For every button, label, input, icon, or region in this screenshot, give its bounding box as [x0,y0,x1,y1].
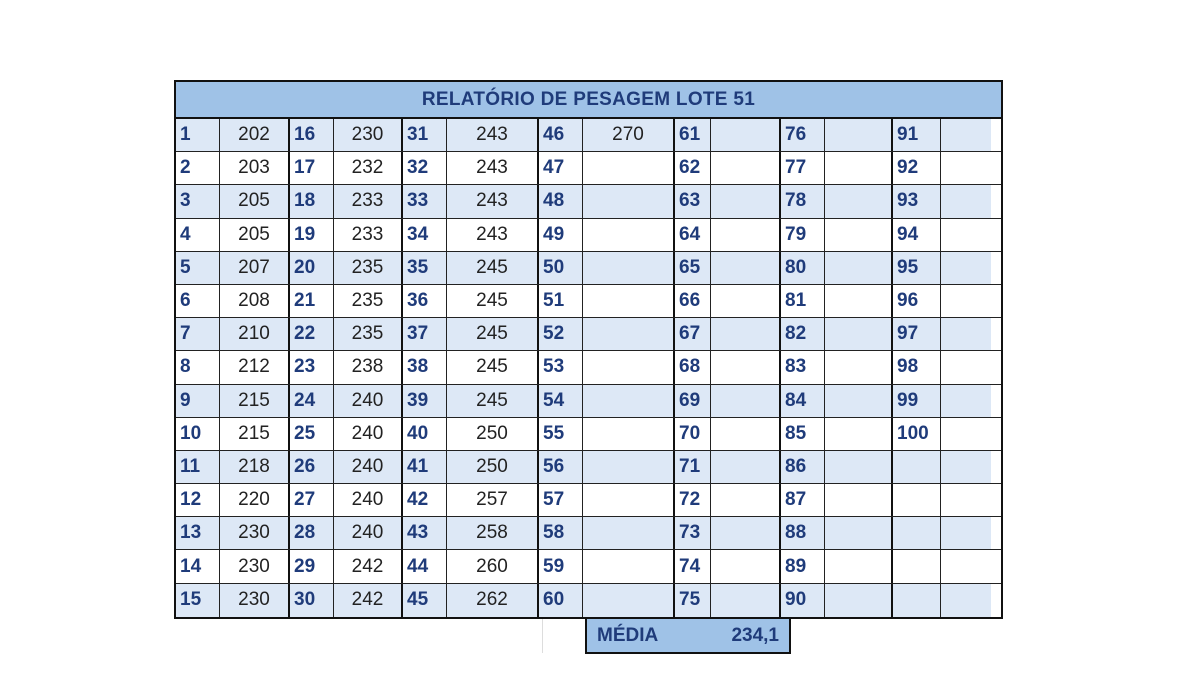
weight-value-cell[interactable]: 245 [447,285,539,317]
animal-number-cell[interactable]: 52 [539,318,583,350]
animal-number-cell[interactable]: 49 [539,219,583,251]
weight-value-cell[interactable] [711,185,781,217]
weight-value-cell[interactable]: 240 [334,517,403,549]
animal-number-cell[interactable]: 96 [893,285,941,317]
weight-value-cell[interactable] [583,584,675,617]
animal-number-cell[interactable]: 62 [675,152,711,184]
animal-number-cell[interactable]: 76 [781,119,825,151]
animal-number-cell[interactable]: 39 [403,385,447,417]
weight-value-cell[interactable] [711,351,781,383]
weight-value-cell[interactable]: 210 [220,318,290,350]
weight-value-cell[interactable] [825,219,893,251]
weight-value-cell[interactable]: 233 [334,185,403,217]
animal-number-cell[interactable]: 71 [675,451,711,483]
table-row [176,252,1001,285]
animal-number-cell[interactable]: 92 [893,152,941,184]
weight-value-cell[interactable]: 250 [447,418,539,450]
weight-value-cell[interactable]: 215 [220,418,290,450]
animal-number-cell[interactable]: 38 [403,351,447,383]
animal-number-cell[interactable]: 74 [675,550,711,582]
animal-number-cell[interactable]: 28 [290,517,334,549]
animal-number-cell[interactable]: 23 [290,351,334,383]
weight-value-cell[interactable] [583,517,675,549]
weight-value-cell[interactable] [941,252,991,284]
animal-number-cell[interactable]: 78 [781,185,825,217]
weight-value-cell[interactable] [583,451,675,483]
animal-number-cell[interactable]: 34 [403,219,447,251]
weight-value-cell[interactable]: 230 [220,550,290,582]
weight-value-cell[interactable] [941,385,991,417]
weight-value-cell[interactable] [941,285,991,317]
animal-number-cell[interactable]: 81 [781,285,825,317]
weight-value-cell[interactable]: 243 [447,152,539,184]
weight-value-cell[interactable]: 257 [447,484,539,516]
animal-number-cell[interactable]: 82 [781,318,825,350]
animal-number-cell[interactable]: 84 [781,385,825,417]
weight-value-cell[interactable]: 203 [220,152,290,184]
animal-number-cell[interactable]: 21 [290,285,334,317]
weight-value-cell[interactable] [583,385,675,417]
animal-number-cell[interactable]: 10 [176,418,220,450]
weight-value-cell[interactable]: 230 [220,584,290,617]
animal-number-cell[interactable]: 40 [403,418,447,450]
weight-value-cell[interactable] [825,385,893,417]
weight-value-cell[interactable]: 232 [334,152,403,184]
weight-value-cell[interactable] [941,550,991,582]
weight-value-cell[interactable] [711,484,781,516]
weight-value-cell[interactable] [941,119,991,151]
animal-number-cell[interactable]: 2 [176,152,220,184]
weight-value-cell[interactable] [583,418,675,450]
animal-number-cell[interactable]: 6 [176,285,220,317]
animal-number-cell[interactable] [893,517,941,549]
animal-number-cell[interactable]: 98 [893,351,941,383]
weight-value-cell[interactable] [711,219,781,251]
animal-number-cell[interactable]: 53 [539,351,583,383]
animal-number-cell[interactable]: 60 [539,584,583,617]
weight-value-cell[interactable]: 243 [447,119,539,151]
animal-number-cell[interactable]: 91 [893,119,941,151]
animal-number-cell[interactable]: 85 [781,418,825,450]
table-row [176,285,1001,318]
weight-value-cell[interactable]: 243 [447,185,539,217]
weight-value-cell[interactable] [825,152,893,184]
animal-number-cell[interactable]: 75 [675,584,711,617]
animal-number-cell[interactable]: 56 [539,451,583,483]
table-row [176,318,1001,351]
weight-value-cell[interactable] [941,451,991,483]
animal-number-cell[interactable]: 50 [539,252,583,284]
animal-number-cell[interactable]: 36 [403,285,447,317]
animal-number-cell[interactable]: 29 [290,550,334,582]
weight-value-cell[interactable] [941,418,991,450]
animal-number-cell[interactable]: 41 [403,451,447,483]
animal-number-cell[interactable]: 61 [675,119,711,151]
animal-number-cell[interactable]: 11 [176,451,220,483]
weight-value-cell[interactable] [583,285,675,317]
weight-value-cell[interactable]: 207 [220,252,290,284]
weight-value-cell[interactable] [711,451,781,483]
animal-number-cell[interactable]: 48 [539,185,583,217]
animal-number-cell[interactable] [893,584,941,617]
animal-number-cell[interactable]: 30 [290,584,334,617]
weight-value-cell[interactable]: 242 [334,550,403,582]
animal-number-cell[interactable]: 9 [176,385,220,417]
weight-value-cell[interactable]: 212 [220,351,290,383]
animal-number-cell[interactable]: 64 [675,219,711,251]
animal-number-cell[interactable]: 35 [403,252,447,284]
animal-number-cell[interactable]: 15 [176,584,220,617]
column-divider [542,619,543,653]
animal-number-cell[interactable]: 1 [176,119,220,151]
weight-value-cell[interactable] [825,484,893,516]
weight-value-cell[interactable]: 205 [220,185,290,217]
report-title: RELATÓRIO DE PESAGEM LOTE 51 [176,82,1001,119]
weight-value-cell[interactable]: 243 [447,219,539,251]
weight-value-cell[interactable] [825,119,893,151]
weight-value-cell[interactable] [825,318,893,350]
animal-number-cell[interactable]: 44 [403,550,447,582]
animal-number-cell[interactable]: 77 [781,152,825,184]
weight-value-cell[interactable] [825,285,893,317]
weight-value-cell[interactable] [825,550,893,582]
weight-value-cell[interactable]: 240 [334,451,403,483]
weight-value-cell[interactable]: 205 [220,219,290,251]
weight-value-cell[interactable] [711,119,781,151]
weight-value-cell[interactable] [583,484,675,516]
animal-number-cell[interactable]: 12 [176,484,220,516]
animal-number-cell[interactable]: 69 [675,385,711,417]
animal-number-cell[interactable]: 25 [290,418,334,450]
weight-value-cell[interactable]: 208 [220,285,290,317]
weight-value-cell[interactable] [583,550,675,582]
animal-number-cell[interactable]: 32 [403,152,447,184]
weight-value-cell[interactable] [583,252,675,284]
weight-value-cell[interactable]: 242 [334,584,403,617]
animal-number-cell[interactable]: 13 [176,517,220,549]
weight-value-cell[interactable]: 215 [220,385,290,417]
animal-number-cell[interactable]: 51 [539,285,583,317]
weight-value-cell[interactable] [825,584,893,617]
weight-value-cell[interactable] [711,584,781,617]
animal-number-cell[interactable]: 73 [675,517,711,549]
weight-value-cell[interactable] [825,451,893,483]
weights-grid [176,119,1001,617]
weight-value-cell[interactable] [825,351,893,383]
weight-value-cell[interactable]: 258 [447,517,539,549]
animal-number-cell[interactable]: 14 [176,550,220,582]
animal-number-cell[interactable] [893,484,941,516]
average-label: MÉDIA [597,624,659,646]
animal-number-cell[interactable]: 58 [539,517,583,549]
animal-number-cell[interactable]: 3 [176,185,220,217]
weight-value-cell[interactable]: 240 [334,484,403,516]
animal-number-cell[interactable]: 93 [893,185,941,217]
weight-value-cell[interactable] [711,318,781,350]
weight-value-cell[interactable]: 270 [583,119,675,151]
animal-number-cell[interactable]: 31 [403,119,447,151]
table-row [176,185,1001,218]
weight-value-cell[interactable] [583,152,675,184]
animal-number-cell[interactable]: 83 [781,351,825,383]
weighing-report-sheet [174,80,1003,619]
weight-value-cell[interactable] [941,584,991,617]
table-row [176,418,1001,451]
animal-number-cell[interactable]: 45 [403,584,447,617]
animal-number-cell[interactable]: 70 [675,418,711,450]
weight-value-cell[interactable]: 218 [220,451,290,483]
average-value: 234,1 [731,624,779,646]
animal-number-cell[interactable]: 67 [675,318,711,350]
animal-number-cell[interactable]: 47 [539,152,583,184]
weight-value-cell[interactable]: 230 [334,119,403,151]
weight-value-cell[interactable] [825,185,893,217]
animal-number-cell[interactable]: 95 [893,252,941,284]
weight-value-cell[interactable] [825,418,893,450]
weight-value-cell[interactable] [711,285,781,317]
table-row [176,351,1001,384]
animal-number-cell[interactable] [893,451,941,483]
table-row [176,119,1001,152]
animal-number-cell[interactable]: 22 [290,318,334,350]
animal-number-cell[interactable]: 18 [290,185,334,217]
table-row [176,385,1001,418]
weight-value-cell[interactable] [583,318,675,350]
weight-value-cell[interactable] [941,351,991,383]
animal-number-cell[interactable]: 59 [539,550,583,582]
table-row [176,550,1001,583]
animal-number-cell[interactable]: 42 [403,484,447,516]
animal-number-cell[interactable]: 27 [290,484,334,516]
weight-value-cell[interactable] [825,252,893,284]
weight-value-cell[interactable]: 240 [334,418,403,450]
animal-number-cell[interactable]: 86 [781,451,825,483]
weight-value-cell[interactable] [583,185,675,217]
weight-value-cell[interactable]: 245 [447,351,539,383]
animal-number-cell[interactable]: 66 [675,285,711,317]
weight-value-cell[interactable]: 230 [220,517,290,549]
weight-value-cell[interactable]: 238 [334,351,403,383]
weight-value-cell[interactable] [941,219,991,251]
animal-number-cell[interactable]: 97 [893,318,941,350]
animal-number-cell[interactable] [893,550,941,582]
animal-number-cell[interactable]: 89 [781,550,825,582]
animal-number-cell[interactable]: 68 [675,351,711,383]
weight-value-cell[interactable] [941,484,991,516]
animal-number-cell[interactable]: 4 [176,219,220,251]
animal-number-cell[interactable]: 17 [290,152,334,184]
weight-value-cell[interactable]: 220 [220,484,290,516]
weight-value-cell[interactable] [711,385,781,417]
weight-value-cell[interactable]: 260 [447,550,539,582]
weight-value-cell[interactable]: 235 [334,252,403,284]
animal-number-cell[interactable]: 94 [893,219,941,251]
animal-number-cell[interactable]: 8 [176,351,220,383]
animal-number-cell[interactable]: 90 [781,584,825,617]
animal-number-cell[interactable]: 57 [539,484,583,516]
weight-value-cell[interactable] [941,517,991,549]
weight-value-cell[interactable]: 245 [447,252,539,284]
table-row [176,517,1001,550]
animal-number-cell[interactable]: 26 [290,451,334,483]
animal-number-cell[interactable]: 100 [893,418,941,450]
table-row [176,219,1001,252]
weight-value-cell[interactable] [711,550,781,582]
weight-value-cell[interactable] [941,318,991,350]
animal-number-cell[interactable]: 72 [675,484,711,516]
average-box [585,617,791,654]
animal-number-cell[interactable]: 79 [781,219,825,251]
weight-value-cell[interactable]: 233 [334,219,403,251]
animal-number-cell[interactable]: 46 [539,119,583,151]
animal-number-cell[interactable]: 16 [290,119,334,151]
weight-value-cell[interactable] [583,219,675,251]
animal-number-cell[interactable]: 65 [675,252,711,284]
animal-number-cell[interactable]: 80 [781,252,825,284]
weight-value-cell[interactable] [711,418,781,450]
animal-number-cell[interactable]: 33 [403,185,447,217]
table-row [176,584,1001,617]
weight-value-cell[interactable]: 235 [334,285,403,317]
animal-number-cell[interactable]: 7 [176,318,220,350]
animal-number-cell[interactable]: 20 [290,252,334,284]
animal-number-cell[interactable]: 63 [675,185,711,217]
weight-value-cell[interactable]: 235 [334,318,403,350]
animal-number-cell[interactable]: 87 [781,484,825,516]
animal-number-cell[interactable]: 37 [403,318,447,350]
animal-number-cell[interactable]: 5 [176,252,220,284]
weight-value-cell[interactable] [711,517,781,549]
weight-value-cell[interactable]: 250 [447,451,539,483]
weight-value-cell[interactable] [711,152,781,184]
weight-value-cell[interactable] [941,185,991,217]
table-row [176,152,1001,185]
weight-value-cell[interactable] [825,517,893,549]
weight-value-cell[interactable] [941,152,991,184]
animal-number-cell[interactable]: 19 [290,219,334,251]
table-row [176,484,1001,517]
animal-number-cell[interactable]: 43 [403,517,447,549]
weight-value-cell[interactable] [583,351,675,383]
animal-number-cell[interactable]: 24 [290,385,334,417]
animal-number-cell[interactable]: 99 [893,385,941,417]
weight-value-cell[interactable]: 240 [334,385,403,417]
weight-value-cell[interactable]: 245 [447,318,539,350]
table-row [176,451,1001,484]
weight-value-cell[interactable]: 245 [447,385,539,417]
animal-number-cell[interactable]: 55 [539,418,583,450]
weight-value-cell[interactable]: 202 [220,119,290,151]
animal-number-cell[interactable]: 88 [781,517,825,549]
weight-value-cell[interactable]: 262 [447,584,539,617]
animal-number-cell[interactable]: 54 [539,385,583,417]
weight-value-cell[interactable] [711,252,781,284]
